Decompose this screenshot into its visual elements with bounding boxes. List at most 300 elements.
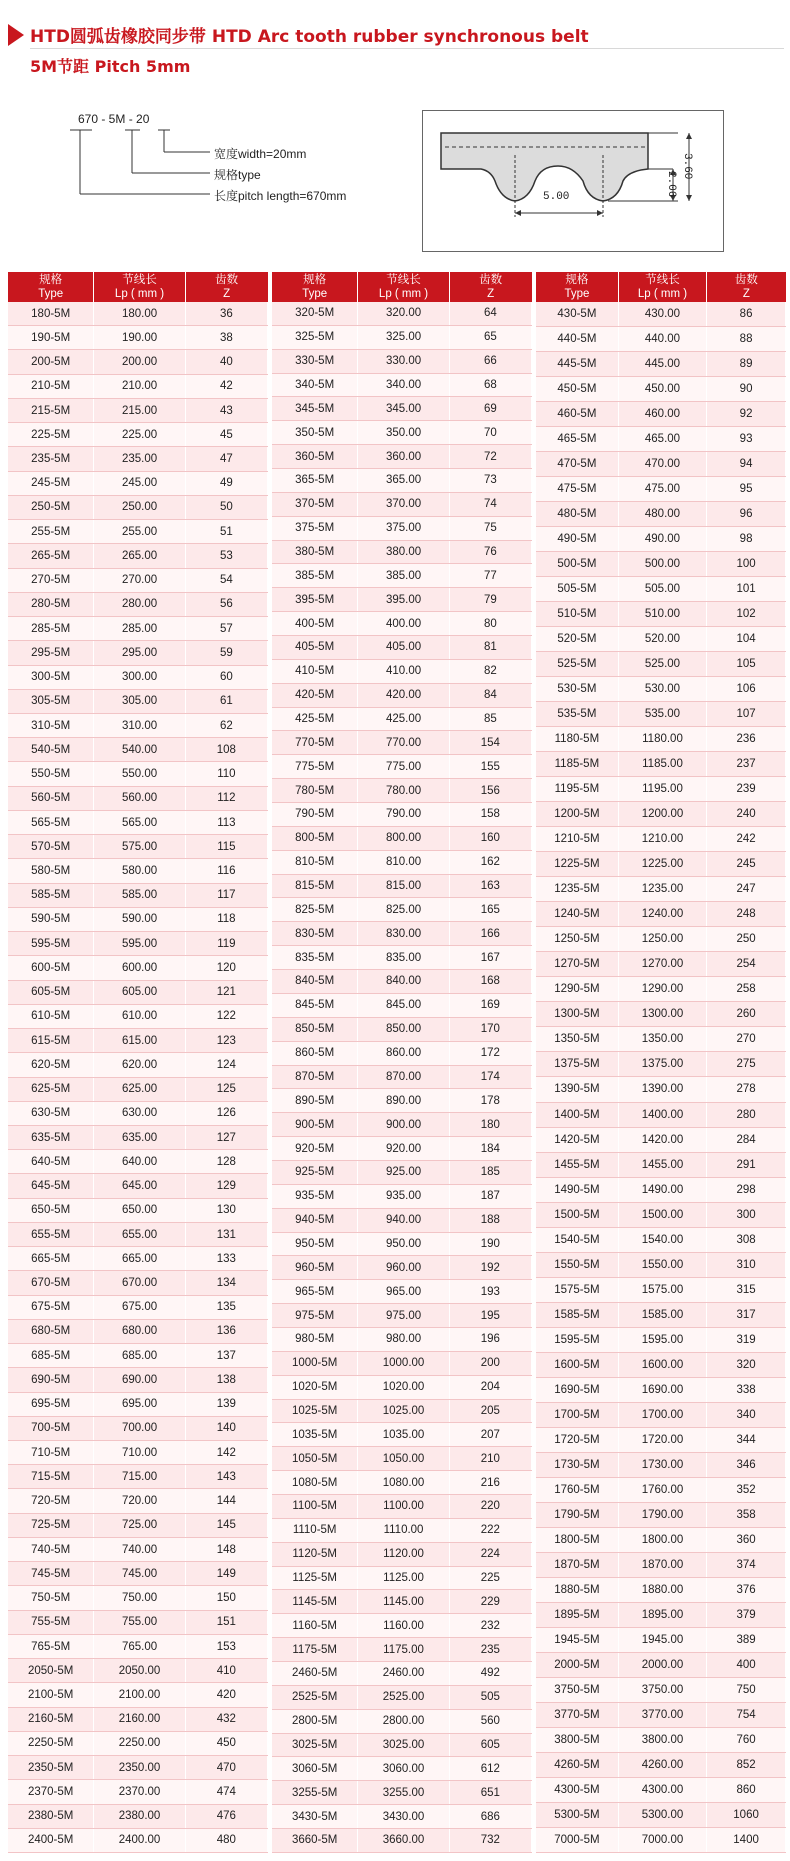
table-row bbox=[536, 1627, 786, 1652]
type-cell: 330-5M bbox=[272, 349, 358, 373]
table-row bbox=[272, 1709, 532, 1733]
table-row bbox=[272, 993, 532, 1017]
table-row bbox=[272, 421, 532, 445]
type-cell: 1400-5M bbox=[536, 1102, 618, 1127]
type-cell: 1180-5M bbox=[536, 727, 618, 752]
z-cell: 61 bbox=[185, 689, 267, 713]
lp-cell: 385.00 bbox=[358, 564, 449, 588]
z-cell: 560 bbox=[449, 1709, 531, 1733]
lp-cell: 2160.00 bbox=[94, 1707, 185, 1731]
z-cell: 128 bbox=[185, 1150, 267, 1174]
z-cell: 174 bbox=[449, 1065, 531, 1089]
lp-cell: 445.00 bbox=[618, 352, 706, 377]
z-cell: 113 bbox=[185, 810, 267, 834]
page-title: HTD圆弧齿橡胶同步带 HTD Arc tooth rubber synchronous belt bbox=[30, 27, 589, 47]
lp-cell: 1550.00 bbox=[618, 1252, 706, 1277]
page-subtitle: 5M节距 Pitch 5mm bbox=[30, 57, 191, 76]
table-row bbox=[536, 352, 786, 377]
z-cell: 85 bbox=[449, 707, 531, 731]
lp-cell: 430.00 bbox=[618, 302, 706, 327]
type-cell: 2800-5M bbox=[272, 1709, 358, 1733]
type-cell: 670-5M bbox=[8, 1271, 94, 1295]
z-cell: 852 bbox=[707, 1752, 786, 1777]
z-cell: 612 bbox=[449, 1757, 531, 1781]
table-row bbox=[272, 850, 532, 874]
lp-cell: 3660.00 bbox=[358, 1829, 449, 1853]
z-cell: 73 bbox=[449, 469, 531, 493]
lp-cell: 465.00 bbox=[618, 427, 706, 452]
z-cell: 45 bbox=[185, 423, 267, 447]
type-cell: 665-5M bbox=[8, 1247, 94, 1271]
type-cell: 690-5M bbox=[8, 1368, 94, 1392]
z-cell: 760 bbox=[707, 1727, 786, 1752]
table-row bbox=[8, 1077, 268, 1101]
lp-cell: 780.00 bbox=[358, 779, 449, 803]
type-cell: 1550-5M bbox=[536, 1252, 618, 1277]
lp-cell: 1790.00 bbox=[618, 1502, 706, 1527]
lp-cell: 595.00 bbox=[94, 932, 185, 956]
table-row bbox=[8, 1392, 268, 1416]
z-cell: 138 bbox=[185, 1368, 267, 1392]
belt-table-1 bbox=[8, 272, 268, 1853]
z-cell: 120 bbox=[185, 956, 267, 980]
lp-cell: 250.00 bbox=[94, 495, 185, 519]
lp-cell: 610.00 bbox=[94, 1004, 185, 1028]
table-row bbox=[536, 402, 786, 427]
table-row bbox=[536, 652, 786, 677]
type-cell: 890-5M bbox=[272, 1089, 358, 1113]
type-cell: 840-5M bbox=[272, 970, 358, 994]
type-cell: 1235-5M bbox=[536, 877, 618, 902]
lp-cell: 900.00 bbox=[358, 1113, 449, 1137]
table-row bbox=[536, 1102, 786, 1127]
table-row bbox=[8, 1198, 268, 1222]
type-cell: 1600-5M bbox=[536, 1352, 618, 1377]
type-cell: 845-5M bbox=[272, 993, 358, 1017]
z-cell: 278 bbox=[707, 1077, 786, 1102]
lp-cell: 1270.00 bbox=[618, 952, 706, 977]
z-cell: 754 bbox=[707, 1702, 786, 1727]
header-lp bbox=[358, 272, 449, 302]
lp-cell: 285.00 bbox=[94, 617, 185, 641]
table-row bbox=[8, 689, 268, 713]
type-cell: 525-5M bbox=[536, 652, 618, 677]
table-row bbox=[272, 1661, 532, 1685]
type-cell: 420-5M bbox=[272, 683, 358, 707]
z-cell: 474 bbox=[185, 1780, 267, 1804]
header-lp-cn: 节线长 bbox=[122, 274, 157, 286]
type-cell: 2000-5M bbox=[536, 1652, 618, 1677]
z-cell: 225 bbox=[449, 1566, 531, 1590]
lp-cell: 1375.00 bbox=[618, 1052, 706, 1077]
type-cell: 870-5M bbox=[272, 1065, 358, 1089]
z-cell: 82 bbox=[449, 659, 531, 683]
table-row bbox=[8, 1804, 268, 1828]
z-cell: 379 bbox=[707, 1602, 786, 1627]
lp-cell: 1730.00 bbox=[618, 1452, 706, 1477]
lp-cell: 295.00 bbox=[94, 641, 185, 665]
z-cell: 92 bbox=[707, 402, 786, 427]
lp-cell: 440.00 bbox=[618, 327, 706, 352]
z-cell: 298 bbox=[707, 1177, 786, 1202]
type-cell: 800-5M bbox=[272, 826, 358, 850]
table-row bbox=[272, 1208, 532, 1232]
z-cell: 222 bbox=[449, 1518, 531, 1542]
type-cell: 520-5M bbox=[536, 627, 618, 652]
lp-cell: 320.00 bbox=[358, 302, 449, 325]
table-row bbox=[536, 802, 786, 827]
lp-cell: 3025.00 bbox=[358, 1733, 449, 1757]
type-cell: 580-5M bbox=[8, 859, 94, 883]
z-cell: 88 bbox=[707, 327, 786, 352]
type-cell: 3800-5M bbox=[536, 1727, 618, 1752]
lp-cell: 825.00 bbox=[358, 898, 449, 922]
type-cell: 1720-5M bbox=[536, 1427, 618, 1452]
type-cell: 1945-5M bbox=[536, 1627, 618, 1652]
type-cell: 510-5M bbox=[536, 602, 618, 627]
header-lp bbox=[94, 272, 185, 302]
table-row bbox=[8, 713, 268, 737]
type-cell: 620-5M bbox=[8, 1053, 94, 1077]
type-cell: 1200-5M bbox=[536, 802, 618, 827]
type-cell: 1120-5M bbox=[272, 1542, 358, 1566]
table-row bbox=[272, 755, 532, 779]
z-cell: 860 bbox=[707, 1777, 786, 1802]
type-cell: 255-5M bbox=[8, 520, 94, 544]
table-row bbox=[272, 1447, 532, 1471]
table-row bbox=[536, 1302, 786, 1327]
lp-cell: 960.00 bbox=[358, 1256, 449, 1280]
z-cell: 163 bbox=[449, 874, 531, 898]
type-cell: 1125-5M bbox=[272, 1566, 358, 1590]
type-cell: 1110-5M bbox=[272, 1518, 358, 1542]
lp-cell: 460.00 bbox=[618, 402, 706, 427]
lp-cell: 400.00 bbox=[358, 612, 449, 636]
table-row bbox=[8, 1295, 268, 1319]
lp-cell: 2525.00 bbox=[358, 1685, 449, 1709]
type-cell: 675-5M bbox=[8, 1295, 94, 1319]
table-row bbox=[272, 445, 532, 469]
lp-cell: 950.00 bbox=[358, 1232, 449, 1256]
z-cell: 64 bbox=[449, 302, 531, 325]
z-cell: 220 bbox=[449, 1494, 531, 1518]
z-cell: 135 bbox=[185, 1295, 267, 1319]
table-row bbox=[536, 1352, 786, 1377]
table-row bbox=[8, 1053, 268, 1077]
lp-cell: 700.00 bbox=[94, 1416, 185, 1440]
z-cell: 476 bbox=[185, 1804, 267, 1828]
z-cell: 169 bbox=[449, 993, 531, 1017]
type-cell: 1490-5M bbox=[536, 1177, 618, 1202]
type-cell: 190-5M bbox=[8, 326, 94, 350]
z-cell: 240 bbox=[707, 802, 786, 827]
z-cell: 42 bbox=[185, 374, 267, 398]
type-cell: 430-5M bbox=[536, 302, 618, 327]
z-cell: 237 bbox=[707, 752, 786, 777]
table-row bbox=[8, 907, 268, 931]
lp-cell: 2350.00 bbox=[94, 1756, 185, 1780]
type-cell: 480-5M bbox=[536, 502, 618, 527]
z-cell: 148 bbox=[185, 1537, 267, 1561]
table-row bbox=[272, 1518, 532, 1542]
lp-cell: 215.00 bbox=[94, 398, 185, 422]
table-row bbox=[272, 302, 532, 325]
table-row bbox=[536, 1052, 786, 1077]
header-z-en: Z bbox=[223, 288, 231, 300]
table-row bbox=[536, 1777, 786, 1802]
lp-cell: 1300.00 bbox=[618, 1002, 706, 1027]
table-row bbox=[8, 398, 268, 422]
type-cell: 445-5M bbox=[536, 352, 618, 377]
z-cell: 102 bbox=[707, 602, 786, 627]
z-cell: 204 bbox=[449, 1375, 531, 1399]
lp-cell: 685.00 bbox=[94, 1344, 185, 1368]
type-cell: 720-5M bbox=[8, 1489, 94, 1513]
table-row bbox=[8, 641, 268, 665]
z-cell: 167 bbox=[449, 946, 531, 970]
table-row bbox=[272, 612, 532, 636]
lp-cell: 1000.00 bbox=[358, 1351, 449, 1375]
type-cell: 320-5M bbox=[272, 302, 358, 325]
z-cell: 50 bbox=[185, 495, 267, 519]
table-row bbox=[8, 1174, 268, 1198]
z-cell: 360 bbox=[707, 1527, 786, 1552]
table-row bbox=[536, 1252, 786, 1277]
header-type bbox=[8, 272, 94, 302]
lp-cell: 420.00 bbox=[358, 683, 449, 707]
z-cell: 165 bbox=[449, 898, 531, 922]
table-row bbox=[536, 677, 786, 702]
table-row bbox=[272, 970, 532, 994]
z-cell: 54 bbox=[185, 568, 267, 592]
table-row bbox=[272, 1184, 532, 1208]
type-cell: 860-5M bbox=[272, 1041, 358, 1065]
type-cell: 700-5M bbox=[8, 1416, 94, 1440]
lp-cell: 1240.00 bbox=[618, 902, 706, 927]
table-row bbox=[272, 1304, 532, 1328]
type-cell: 505-5M bbox=[536, 577, 618, 602]
type-cell: 2460-5M bbox=[272, 1661, 358, 1685]
table-row bbox=[536, 1727, 786, 1752]
table-row bbox=[272, 373, 532, 397]
z-cell: 131 bbox=[185, 1222, 267, 1246]
lp-cell: 325.00 bbox=[358, 325, 449, 349]
z-cell: 134 bbox=[185, 1271, 267, 1295]
type-cell: 920-5M bbox=[272, 1137, 358, 1161]
lp-cell: 480.00 bbox=[618, 502, 706, 527]
z-cell: 196 bbox=[449, 1327, 531, 1351]
type-cell: 1025-5M bbox=[272, 1399, 358, 1423]
z-cell: 308 bbox=[707, 1227, 786, 1252]
z-cell: 40 bbox=[185, 350, 267, 374]
lp-cell: 340.00 bbox=[358, 373, 449, 397]
lp-cell: 1080.00 bbox=[358, 1471, 449, 1495]
table-row bbox=[272, 1542, 532, 1566]
lp-cell: 4260.00 bbox=[618, 1752, 706, 1777]
z-cell: 57 bbox=[185, 617, 267, 641]
header-lp-en: Lp ( mm ) bbox=[378, 288, 429, 300]
spec-code: 670 - 5M - 20 bbox=[78, 112, 150, 126]
table-row bbox=[536, 577, 786, 602]
lp-cell: 550.00 bbox=[94, 762, 185, 786]
header-type bbox=[536, 272, 618, 302]
table-row bbox=[8, 1610, 268, 1634]
z-cell: 122 bbox=[185, 1004, 267, 1028]
lp-cell: 725.00 bbox=[94, 1513, 185, 1537]
lp-cell: 425.00 bbox=[358, 707, 449, 731]
table-row bbox=[8, 544, 268, 568]
z-cell: 750 bbox=[707, 1677, 786, 1702]
lp-cell: 3255.00 bbox=[358, 1781, 449, 1805]
type-cell: 1050-5M bbox=[272, 1447, 358, 1471]
type-cell: 1020-5M bbox=[272, 1375, 358, 1399]
width-label: 宽度width=20mm bbox=[214, 147, 307, 161]
z-cell: 60 bbox=[185, 665, 267, 689]
z-cell: 145 bbox=[185, 1513, 267, 1537]
type-cell: 1000-5M bbox=[272, 1351, 358, 1375]
type-cell: 305-5M bbox=[8, 689, 94, 713]
z-cell: 100 bbox=[707, 552, 786, 577]
z-cell: 105 bbox=[707, 652, 786, 677]
z-cell: 62 bbox=[185, 713, 267, 737]
table-row bbox=[272, 1614, 532, 1638]
table-row bbox=[536, 1177, 786, 1202]
table-row bbox=[8, 1780, 268, 1804]
table-row bbox=[536, 477, 786, 502]
lp-cell: 710.00 bbox=[94, 1441, 185, 1465]
z-cell: 158 bbox=[449, 803, 531, 827]
z-cell: 149 bbox=[185, 1562, 267, 1586]
z-cell: 80 bbox=[449, 612, 531, 636]
type-cell: 980-5M bbox=[272, 1327, 358, 1351]
z-cell: 317 bbox=[707, 1302, 786, 1327]
z-cell: 376 bbox=[707, 1577, 786, 1602]
type-cell: 2100-5M bbox=[8, 1683, 94, 1707]
type-cell: 225-5M bbox=[8, 423, 94, 447]
type-cell: 1800-5M bbox=[536, 1527, 618, 1552]
type-cell: 270-5M bbox=[8, 568, 94, 592]
type-cell: 1390-5M bbox=[536, 1077, 618, 1102]
lp-cell: 470.00 bbox=[618, 452, 706, 477]
z-cell: 245 bbox=[707, 852, 786, 877]
z-cell: 207 bbox=[449, 1423, 531, 1447]
z-cell: 1400 bbox=[707, 1827, 786, 1852]
lp-cell: 540.00 bbox=[94, 738, 185, 762]
z-cell: 81 bbox=[449, 636, 531, 660]
z-cell: 284 bbox=[707, 1127, 786, 1152]
z-cell: 77 bbox=[449, 564, 531, 588]
type-cell: 745-5M bbox=[8, 1562, 94, 1586]
table-row bbox=[536, 977, 786, 1002]
table-row bbox=[536, 1577, 786, 1602]
z-cell: 118 bbox=[185, 907, 267, 931]
type-cell: 3060-5M bbox=[272, 1757, 358, 1781]
lp-cell: 1175.00 bbox=[358, 1638, 449, 1662]
z-cell: 51 bbox=[185, 520, 267, 544]
type-cell: 1540-5M bbox=[536, 1227, 618, 1252]
z-cell: 59 bbox=[185, 641, 267, 665]
table-row bbox=[8, 980, 268, 1004]
z-cell: 139 bbox=[185, 1392, 267, 1416]
table-row bbox=[536, 377, 786, 402]
table-row bbox=[272, 659, 532, 683]
table-row bbox=[8, 1731, 268, 1755]
table-row bbox=[272, 1041, 532, 1065]
table-row bbox=[536, 877, 786, 902]
type-cell: 235-5M bbox=[8, 447, 94, 471]
type-cell: 1210-5M bbox=[536, 827, 618, 852]
lp-cell: 1400.00 bbox=[618, 1102, 706, 1127]
table-row bbox=[272, 1757, 532, 1781]
header-lp-cn: 节线长 bbox=[386, 274, 421, 286]
header-z-cn: 齿数 bbox=[479, 274, 503, 286]
z-cell: 310 bbox=[707, 1252, 786, 1277]
type-cell: 1195-5M bbox=[536, 777, 618, 802]
type-cell: 2350-5M bbox=[8, 1756, 94, 1780]
lp-cell: 1585.00 bbox=[618, 1302, 706, 1327]
z-cell: 193 bbox=[449, 1280, 531, 1304]
type-cell: 380-5M bbox=[272, 540, 358, 564]
z-cell: 210 bbox=[449, 1447, 531, 1471]
type-cell: 500-5M bbox=[536, 552, 618, 577]
lp-cell: 380.00 bbox=[358, 540, 449, 564]
z-cell: 94 bbox=[707, 452, 786, 477]
table-row bbox=[536, 1127, 786, 1152]
header-lp-en: Lp ( mm ) bbox=[114, 288, 165, 300]
lp-cell: 2100.00 bbox=[94, 1683, 185, 1707]
lp-cell: 405.00 bbox=[358, 636, 449, 660]
header-lp bbox=[618, 272, 706, 302]
table-row bbox=[536, 827, 786, 852]
belt-table-3 bbox=[536, 272, 786, 1853]
header-z bbox=[449, 272, 531, 302]
table-row bbox=[272, 1065, 532, 1089]
lp-cell: 810.00 bbox=[358, 850, 449, 874]
type-cell: 410-5M bbox=[272, 659, 358, 683]
lp-cell: 605.00 bbox=[94, 980, 185, 1004]
z-cell: 224 bbox=[449, 1542, 531, 1566]
type-cell: 265-5M bbox=[8, 544, 94, 568]
table-row bbox=[536, 1427, 786, 1452]
table-row bbox=[536, 777, 786, 802]
table-row bbox=[272, 1685, 532, 1709]
z-cell: 104 bbox=[707, 627, 786, 652]
z-cell: 248 bbox=[707, 902, 786, 927]
type-cell: 1175-5M bbox=[272, 1638, 358, 1662]
z-cell: 432 bbox=[185, 1707, 267, 1731]
header-z bbox=[185, 272, 267, 302]
lp-cell: 1720.00 bbox=[618, 1427, 706, 1452]
z-cell: 43 bbox=[185, 398, 267, 422]
table-row bbox=[8, 932, 268, 956]
lp-cell: 800.00 bbox=[358, 826, 449, 850]
lp-cell: 585.00 bbox=[94, 883, 185, 907]
z-cell: 154 bbox=[449, 731, 531, 755]
type-cell: 400-5M bbox=[272, 612, 358, 636]
table-row bbox=[8, 883, 268, 907]
type-cell: 1870-5M bbox=[536, 1552, 618, 1577]
lp-cell: 965.00 bbox=[358, 1280, 449, 1304]
type-cell: 960-5M bbox=[272, 1256, 358, 1280]
lp-cell: 3750.00 bbox=[618, 1677, 706, 1702]
type-cell: 765-5M bbox=[8, 1634, 94, 1658]
z-cell: 374 bbox=[707, 1552, 786, 1577]
type-cell: 1690-5M bbox=[536, 1377, 618, 1402]
table-row bbox=[8, 1271, 268, 1295]
lp-cell: 5300.00 bbox=[618, 1802, 706, 1827]
type-cell: 325-5M bbox=[272, 325, 358, 349]
lp-cell: 350.00 bbox=[358, 421, 449, 445]
